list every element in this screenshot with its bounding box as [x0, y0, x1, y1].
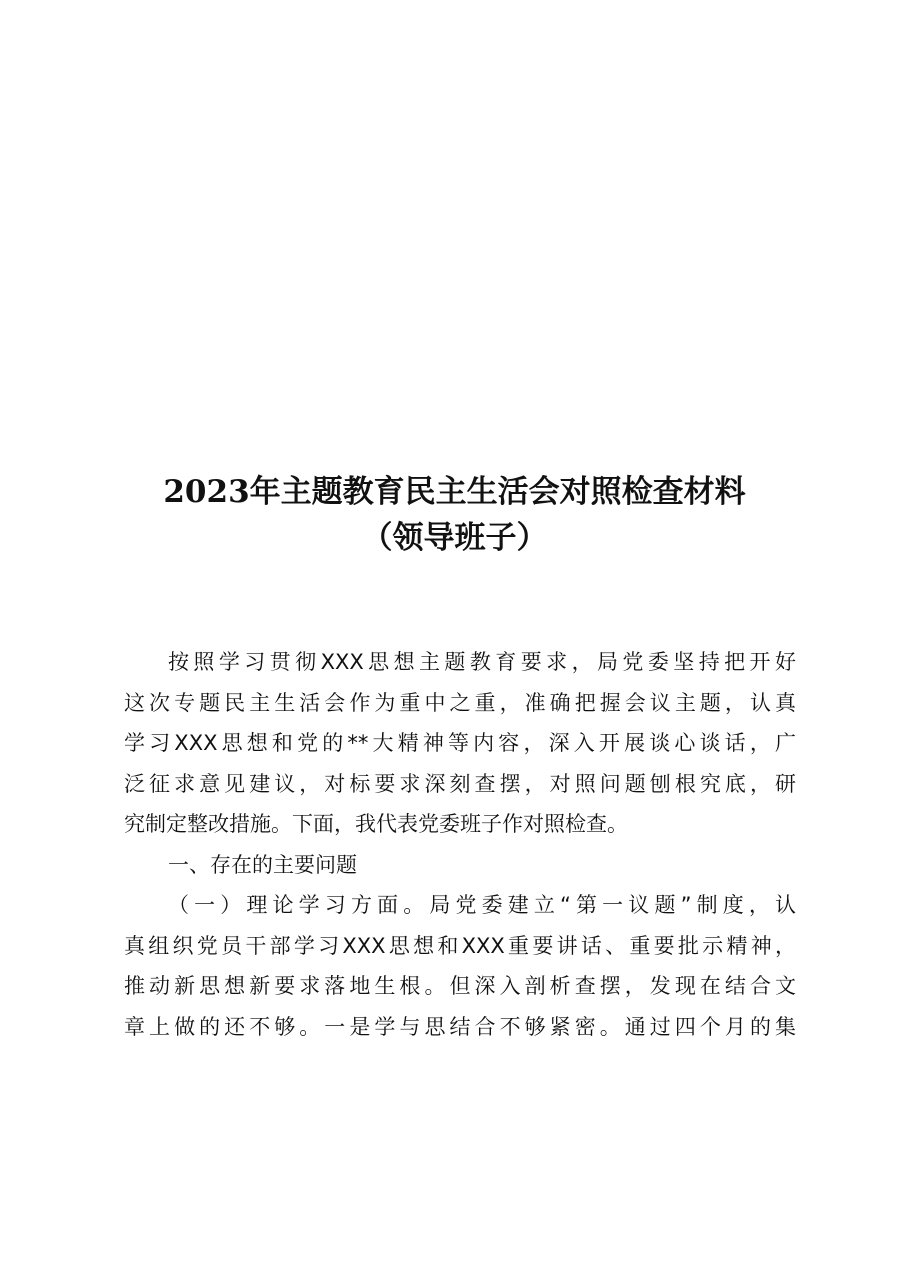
document-subtitle: （领导班子）: [361, 520, 548, 556]
section-heading-1: 一、存在的主要问题: [168, 852, 357, 877]
paragraph-2-line-2: 真组织党员干部学习XXX思想和XXX重要讲话、重要批示精神，: [124, 933, 796, 958]
document-title: 2023年主题教育民主生活会对照检查材料: [163, 474, 746, 510]
paragraph-2-line-3: 推动新思想新要求落地生根。但深入剖析查摆，发现在结合文: [124, 974, 796, 998]
paragraph-1-line-1: 按照学习贯彻XXX思想主题教育要求，局党委坚持把开好: [168, 650, 796, 674]
document-body: [124, 642, 796, 1047]
paragraph-1-line-2: 这次专题民主生活会作为重中之重，准确把握会议主题，认真: [124, 690, 796, 715]
paragraph-2-line-1: （一）理论学习方面。局党委建立“第一议题”制度，认: [168, 893, 796, 917]
title-block: [0, 470, 909, 560]
paragraph-1-line-5: 究制定整改措施。下面，我代表党委班子作对照检查。: [124, 812, 628, 836]
paragraph-1-line-4: 泛征求意见建议，对标要求深刻查摆，对照问题刨根究底，研: [124, 771, 796, 796]
paragraph-1-line-3: 学习XXX思想和党的**大精神等内容，深入开展谈心谈话，广: [124, 731, 796, 755]
paragraph-2-line-4: 章上做的还不够。一是学与思结合不够紧密。通过四个月的集: [124, 1014, 796, 1039]
